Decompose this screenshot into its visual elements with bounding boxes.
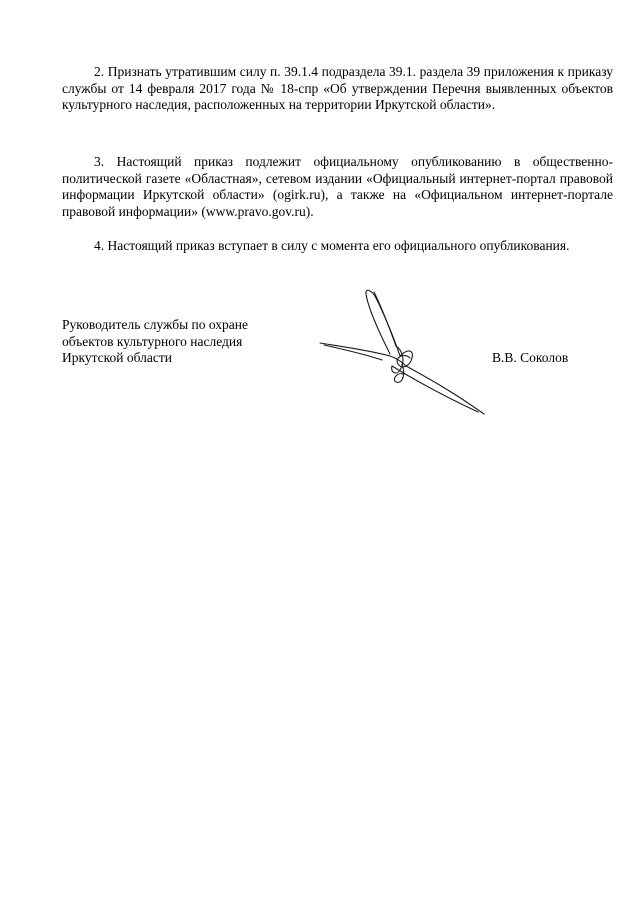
- paragraph-4: 4. Настоящий приказ вступает в силу с момента его официального опубликования.: [94, 238, 570, 253]
- paragraph-2: 2. Признать утратившим силу п. 39.1.4 подраздела 39.1. раздела 39 приложения к приказу службы от 14 февраля 2017 года № 18-спр «Об утверждении Перечня выявленных объектов культурного наследия, расположенных на территории Иркутской области».: [62, 64, 613, 112]
- signatory-name: В.В. Соколов: [492, 350, 569, 365]
- handwritten-signature: [318, 286, 488, 416]
- signatory-position-line-2: объектов культурного наследия: [62, 333, 243, 349]
- signatory-position: [62, 317, 322, 367]
- signatory-position-line-3: Иркутской области: [62, 350, 173, 365]
- paragraph-3: 3. Настоящий приказ подлежит официальному опубликованию в общественно-политической газете «Областная», сетевом издании «Официальный интернет-портал правовой информации Иркутской области» (ogirk.ru), а также на «Официальном интернет-портале правовой информации» (www.pravo.gov.ru).: [62, 154, 613, 219]
- signatory-position-line-1: Руководитель службы по охране: [62, 317, 249, 332]
